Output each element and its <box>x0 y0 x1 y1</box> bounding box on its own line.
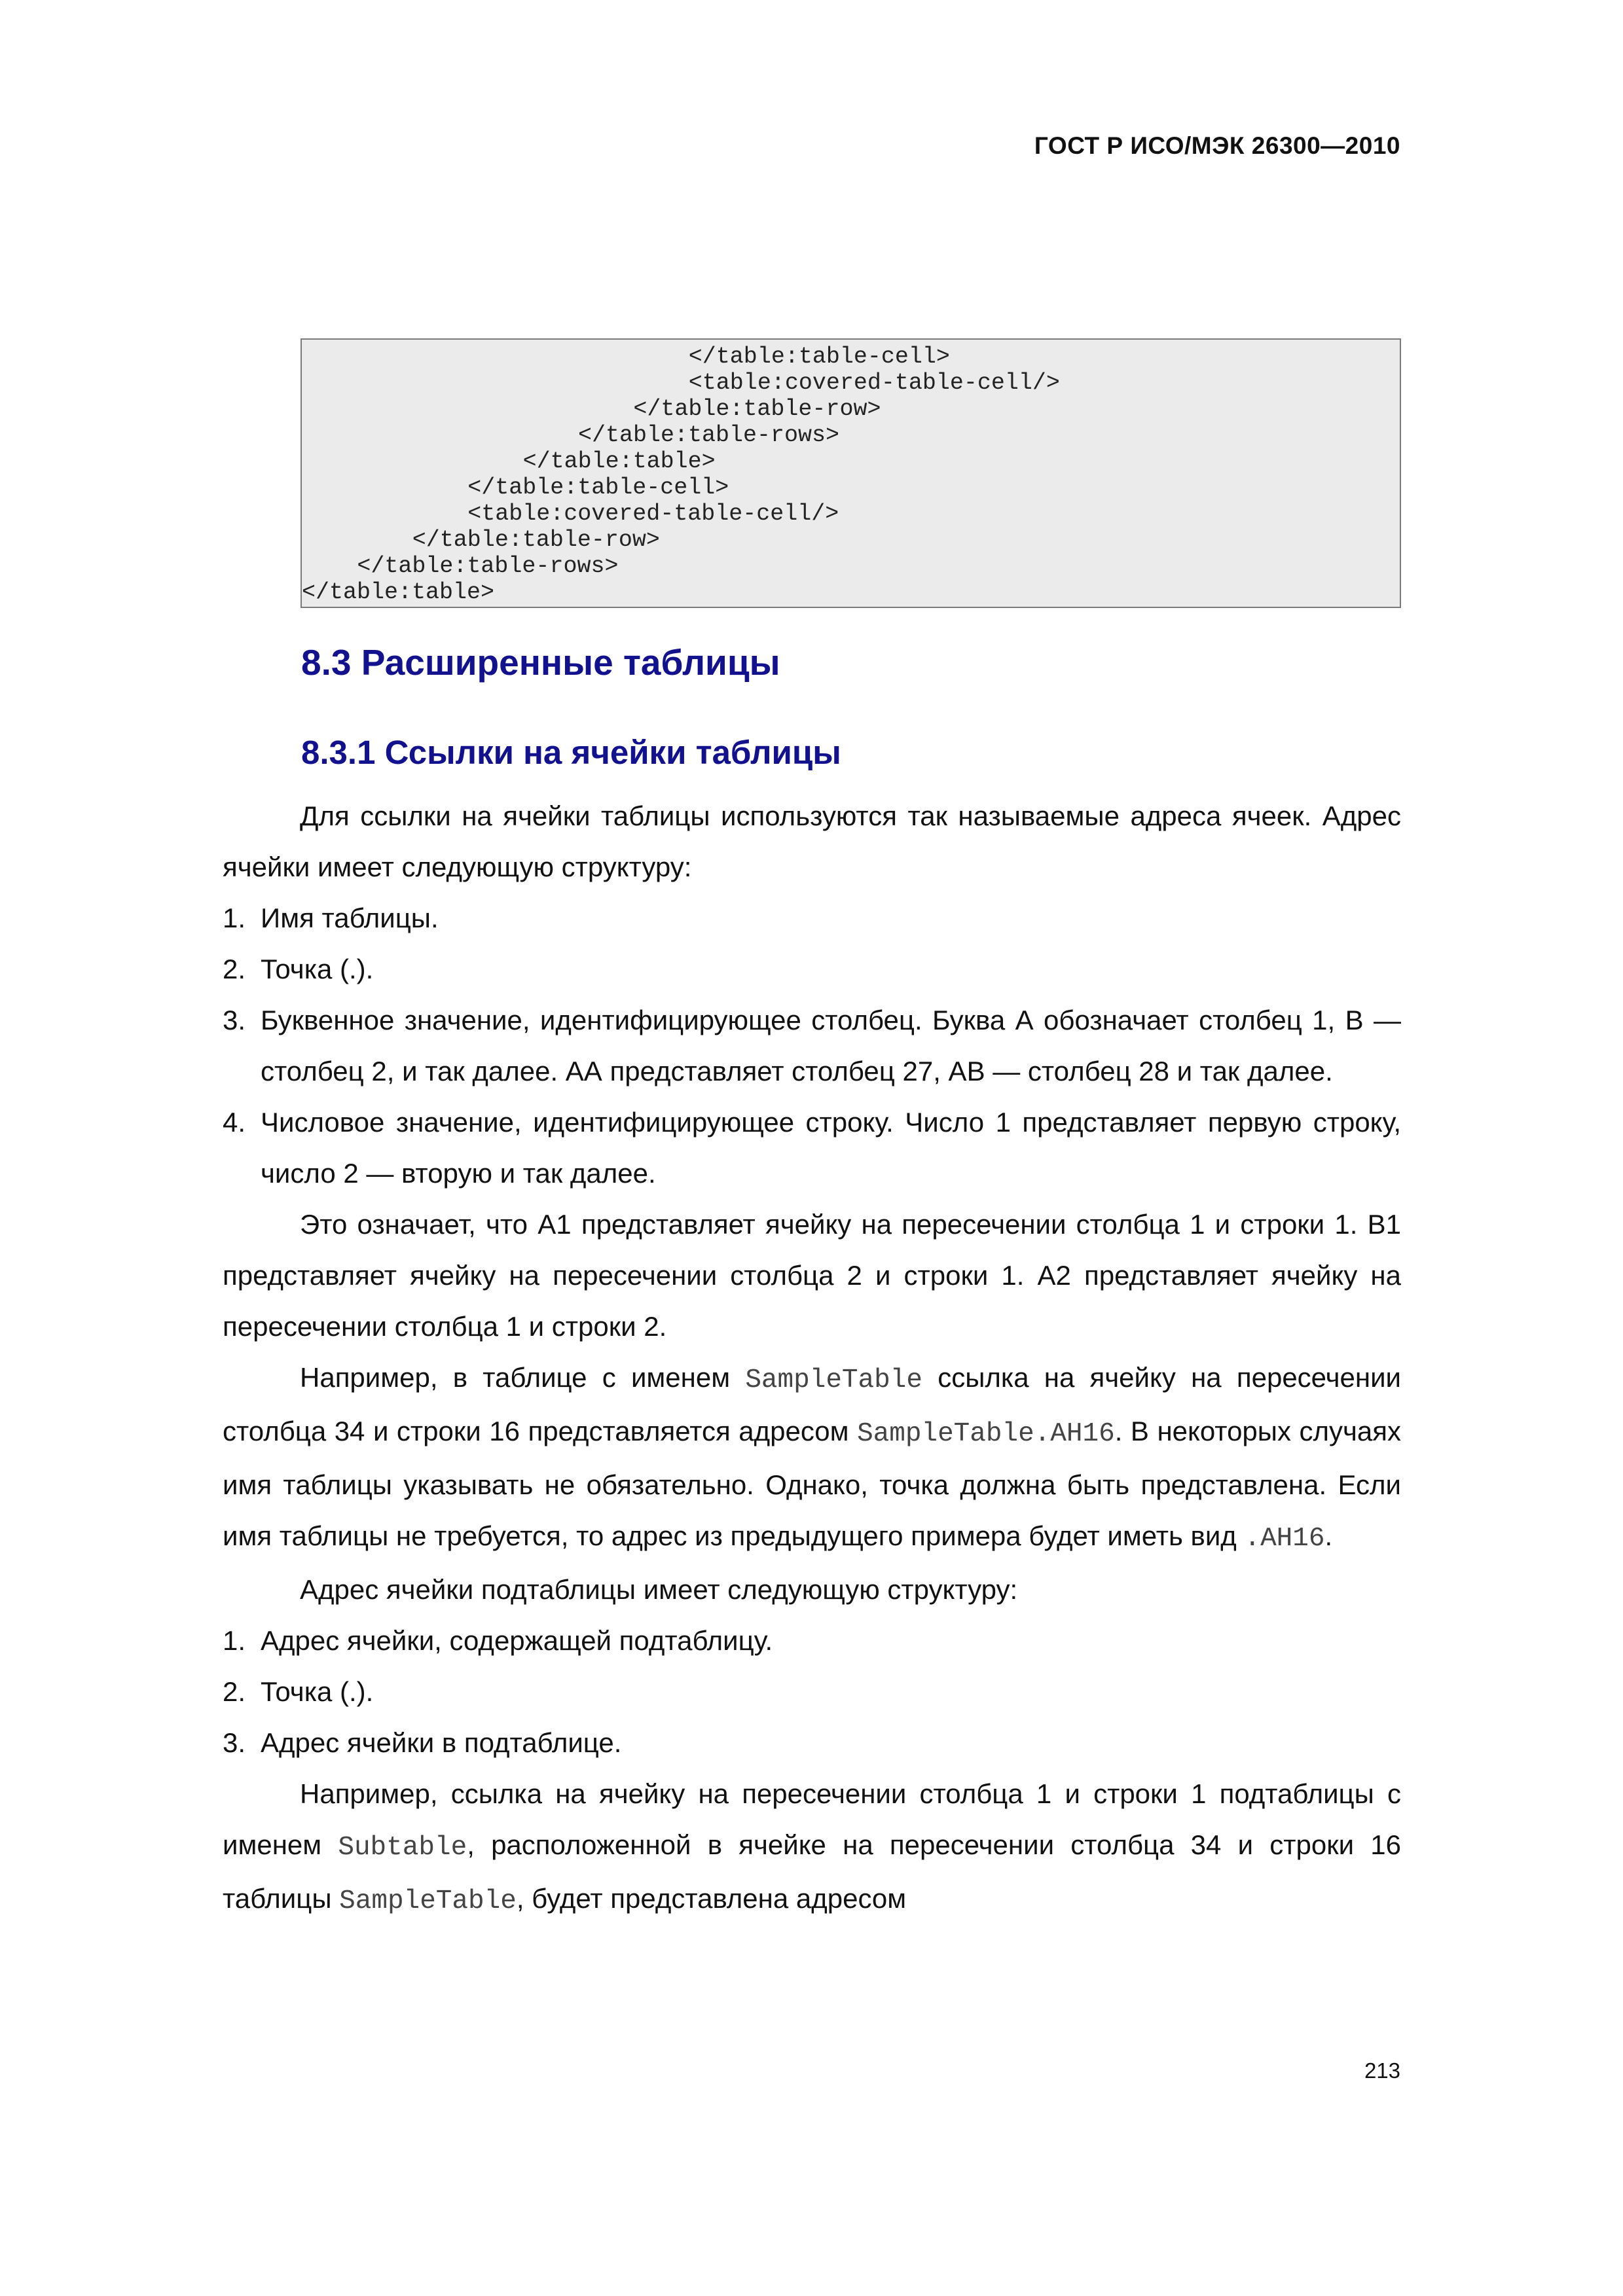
document-header: ГОСТ Р ИСО/МЭК 26300—2010 <box>1034 132 1400 159</box>
text-run: , будет представлена адресом <box>516 1883 907 1914</box>
code-inline: SampleTable.AH16 <box>857 1419 1115 1449</box>
list-text: Точка (.). <box>261 1676 374 1707</box>
text-run: ссылка на ячейку на пересечении столбца 34 и строки 16 представляется адресом <box>223 1362 1402 1446</box>
paragraph: Для ссылки на ячейки таблицы используются так называемые адреса ячеек. Адрес ячейки имеет следующую структуру: <box>223 800 1401 882</box>
paragraph <box>223 1768 1401 1927</box>
list-text: Имя таблицы. <box>261 903 439 933</box>
code-inline: .AH16 <box>1244 1524 1325 1554</box>
list-number: 2. <box>223 1676 246 1707</box>
code-line: <table:covered-table-cell/> <box>467 501 839 527</box>
code-line: </table:table> <box>302 579 495 605</box>
code-inline: SampleTable <box>339 1886 517 1916</box>
paragraph: Это означает, что А1 представляет ячейку на пересечении столбца 1 и строки 1. В1 представляет ячейку на пересечении столбца 2 и строки 1. А2 представляет ячейку на пересечении столбца 1 и строки 2. <box>223 1209 1401 1342</box>
list-number: 1. <box>223 1625 246 1656</box>
list-number: 4. <box>223 1107 246 1138</box>
code-line: </table:table-rows> <box>578 422 840 448</box>
list-text: Числовое значение, идентифицирующее строку. Число 1 представляет первую строку, число 2 — вторую и так далее. <box>261 1107 1401 1189</box>
code-inline: Subtable <box>338 1833 467 1863</box>
list-text: Буквенное значение, идентифицирующее столбец. Буква А обозначает столбец 1, В — столбец 2, и так далее. АА представляет столбец 27, АВ — столбец 28 и так далее. <box>261 1005 1401 1086</box>
section-heading: 8.3 Расширенные таблицы <box>301 642 780 683</box>
list-text: Точка (.). <box>261 954 374 984</box>
body-text <box>223 791 1401 1927</box>
list-number: 1. <box>223 903 246 933</box>
code-line: </table:table-row> <box>412 527 660 553</box>
list-item <box>223 944 1401 995</box>
code-line: <table:covered-table-cell/> <box>688 370 1060 396</box>
text-run: . <box>1324 1520 1333 1551</box>
text-run: Например, в таблице с именем <box>300 1362 746 1393</box>
text-run: Например, ссылка на ячейку на пересечении столбца 1 и строки 1 подтаблицы с именем <box>223 1778 1401 1860</box>
code-line: </table:table-row> <box>633 396 881 422</box>
page-number: 213 <box>1364 2058 1400 2083</box>
list-item <box>223 1666 1401 1717</box>
list-text: Адрес ячейки, содержащей подтаблицу. <box>261 1625 773 1656</box>
subsection-heading: 8.3.1 Ссылки на ячейки таблицы <box>301 734 841 771</box>
code-line: </table:table-cell> <box>688 344 950 370</box>
list-number: 3. <box>223 1727 246 1758</box>
text-run: , расположенной в ячейке на пересечении столбца 34 и строки 16 таблицы <box>223 1829 1401 1914</box>
paragraph <box>223 1352 1401 1564</box>
paragraph: Адрес ячейки подтаблицы имеет следующую структуру: <box>300 1574 1018 1605</box>
code-line: </table:table> <box>522 448 716 475</box>
list-number: 3. <box>223 1005 246 1035</box>
code-line: </table:table-rows> <box>357 553 619 579</box>
code-block <box>301 338 1401 608</box>
text-run: . В некоторых случаях имя таблицы указывать не обязательно. Однако, точка должна быть представлена. Если имя таблицы не требуется, то адрес из предыдущего примера будет иметь вид <box>223 1416 1401 1551</box>
list-item <box>223 1615 1401 1666</box>
list-text: Адрес ячейки в подтаблице. <box>261 1727 622 1758</box>
list-item <box>223 995 1401 1097</box>
list-number: 2. <box>223 954 246 984</box>
code-line: </table:table-cell> <box>467 475 729 501</box>
code-inline: SampleTable <box>745 1365 922 1395</box>
list-item <box>223 893 1401 944</box>
list-item <box>223 1097 1401 1199</box>
list-item <box>223 1717 1401 1768</box>
